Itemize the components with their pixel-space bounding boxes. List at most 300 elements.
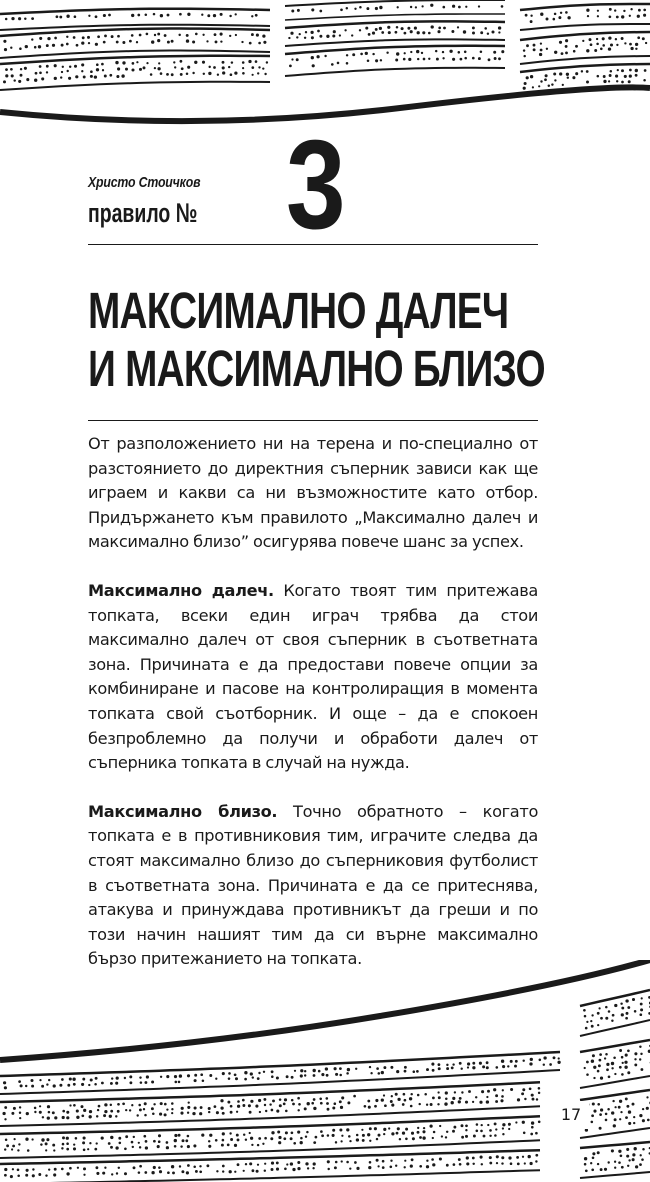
crowd-dot: [250, 1137, 253, 1140]
crowd-dot: [375, 28, 378, 31]
crowd-dot: [230, 73, 233, 76]
crowd-dot: [535, 1154, 538, 1157]
crowd-dot: [304, 1107, 307, 1110]
crowd-dot: [502, 1127, 504, 1129]
crowd-dot: [258, 66, 260, 68]
crowd-dot: [283, 1103, 286, 1106]
crowd-dot: [616, 44, 618, 46]
crowd-dot: [517, 1098, 520, 1101]
crowd-dot: [95, 43, 98, 46]
crowd-dot: [164, 34, 167, 37]
crowd-dot: [285, 1110, 288, 1113]
crowd-dot: [39, 1105, 41, 1107]
crowd-dot: [61, 1168, 64, 1171]
crowd-dot: [594, 49, 597, 52]
crowd-dot: [73, 1143, 75, 1145]
crowd-dot: [229, 35, 231, 37]
crowd-dot: [635, 69, 638, 72]
crowd-dot: [182, 1139, 185, 1142]
crowd-dot: [597, 1103, 600, 1106]
crowd-dot: [390, 1160, 392, 1162]
crowd-dot: [346, 1161, 349, 1164]
crowd-dot: [523, 55, 525, 57]
crowd-dot: [167, 14, 170, 17]
crowd-dot: [432, 1137, 434, 1139]
band-edge: [0, 56, 270, 64]
crowd-dot: [69, 66, 71, 68]
crowd-dot: [612, 1100, 614, 1102]
crowd-dot: [187, 1164, 190, 1167]
crowd-dot: [522, 1088, 525, 1091]
crowd-dot: [326, 1097, 329, 1100]
crowd-dot: [600, 1108, 603, 1111]
crowd-dot: [251, 1144, 253, 1146]
crowd-dot: [615, 38, 617, 40]
crowd-dot: [374, 1127, 377, 1130]
crowd-dot: [327, 1160, 330, 1163]
crowd-dot: [538, 85, 540, 87]
crowd-dot: [635, 48, 637, 50]
crowd-dot: [252, 1169, 255, 1172]
crowd-dot: [4, 1174, 7, 1177]
crowd-dot: [4, 1086, 7, 1089]
crowd-dot: [271, 1109, 274, 1112]
crowd-dot: [625, 1116, 628, 1119]
crowd-dot: [11, 1112, 14, 1115]
page-number: 17: [553, 1101, 589, 1129]
crowd-dot: [383, 1128, 386, 1131]
crowd-dot: [146, 62, 148, 64]
crowd-dot: [592, 1157, 595, 1160]
crowd-dot: [437, 1091, 439, 1093]
crowd-dot: [607, 1161, 609, 1163]
crowd-dot: [606, 1068, 609, 1071]
crowd-dot: [313, 1098, 316, 1101]
crowd-dot: [257, 72, 259, 74]
crowd-dot: [426, 1068, 429, 1071]
crowd-dot: [319, 10, 322, 13]
crowd-dot: [25, 1174, 28, 1177]
crowd-dot: [558, 1057, 560, 1059]
crowd-dot: [172, 1171, 175, 1174]
crowd-dot: [402, 1131, 405, 1134]
crowd-dot: [153, 1140, 156, 1143]
crowd-dot: [326, 1074, 329, 1077]
crowd-dot: [25, 45, 28, 48]
crowd-dot: [158, 1166, 161, 1169]
crowd-dot: [131, 68, 134, 71]
crowd-dot: [642, 1148, 645, 1151]
crowd-dot: [313, 1069, 316, 1072]
crowd-dot: [139, 1165, 142, 1168]
crowd-dot: [271, 1075, 274, 1078]
crowd-dot: [614, 1106, 616, 1108]
crowd-dot: [117, 1103, 120, 1106]
crowd-dot: [540, 80, 542, 82]
crowd-dot: [480, 50, 483, 53]
crowd-dot: [235, 13, 237, 15]
crowd-dot: [639, 1058, 641, 1060]
crowd-dot: [32, 1174, 35, 1177]
crowd-dot: [46, 1083, 48, 1085]
crowd-dot: [251, 15, 253, 17]
crowd-dot: [615, 75, 618, 78]
crowd-dot: [187, 1074, 190, 1077]
crowd-dot: [61, 44, 64, 47]
crowd-dot: [221, 1144, 224, 1147]
crowd-dot: [179, 13, 182, 16]
crowd-dot: [66, 1116, 69, 1119]
crowd-dot: [264, 1169, 266, 1171]
crowd-dot: [560, 12, 562, 14]
crowd-dot: [222, 1165, 225, 1168]
crowd-dot: [140, 1081, 143, 1084]
crowd-dot: [19, 1106, 21, 1108]
crowd-dot: [590, 43, 593, 46]
crowd-dot: [69, 1104, 71, 1106]
band-edge: [0, 9, 270, 14]
crowd-dot: [234, 1171, 236, 1173]
chapter-header: [88, 114, 538, 255]
crowd-dot: [608, 47, 611, 50]
crowd-dot: [290, 1162, 293, 1165]
crowd-dot: [414, 27, 417, 30]
crowd-dot: [633, 1122, 635, 1124]
crowd-dot: [489, 1129, 492, 1132]
crowd-dot: [327, 1108, 330, 1111]
crowd-dot: [365, 27, 368, 30]
crowd-dot: [454, 1091, 456, 1093]
crowd-dot: [605, 1006, 608, 1009]
crowd-dot: [110, 1110, 113, 1113]
crowd-dot: [417, 1131, 420, 1134]
crowd-dot: [575, 72, 578, 75]
crowd-dot: [562, 84, 564, 86]
crowd-dot: [311, 56, 314, 59]
crowd-dot: [129, 1081, 132, 1084]
crowd-dot: [129, 1109, 131, 1111]
crowd-dot: [341, 1160, 343, 1162]
crowd-dot: [500, 1099, 503, 1102]
crowd-dot: [227, 1101, 230, 1104]
crowd-dot: [340, 1106, 343, 1109]
crowd-dot: [297, 1167, 300, 1170]
crowd-dot: [407, 27, 410, 30]
crowd-dot: [231, 61, 233, 63]
crowd-dot: [487, 1124, 489, 1126]
crowd-dot: [153, 1166, 156, 1169]
crowd-dot: [160, 14, 163, 17]
crowd-dot: [621, 69, 624, 72]
crowd-dot: [46, 71, 48, 73]
crowd-dot: [171, 1102, 174, 1105]
crowd-dot: [395, 59, 398, 62]
crowd-dot: [122, 41, 125, 44]
crowd-dot: [245, 1138, 247, 1140]
crowd-dot: [264, 1104, 266, 1106]
crowd-dot: [153, 1103, 155, 1105]
crowd-dot: [600, 1168, 603, 1171]
crowd-dot: [439, 1125, 441, 1127]
band-edge: [285, 0, 505, 6]
band-edge: [0, 29, 270, 37]
crowd-dot: [526, 44, 529, 47]
crowd-dot: [222, 1072, 225, 1075]
crowd-dot: [368, 33, 371, 36]
crowd-dot: [624, 1066, 627, 1069]
crowd-dot: [522, 1059, 524, 1061]
crowd-dot: [604, 1057, 606, 1059]
crowd-dot: [208, 72, 211, 75]
crowd-dot: [158, 1134, 161, 1137]
crowd-dot: [551, 83, 553, 85]
crowd-dot: [419, 1165, 422, 1168]
crowd-dot: [339, 1067, 342, 1070]
crowd-dot: [109, 1115, 112, 1118]
crowd-dot: [523, 49, 525, 51]
crowd-dot: [510, 1162, 513, 1165]
crowd-dot: [452, 5, 455, 8]
crowd-dot: [426, 1165, 429, 1168]
crowd-dot: [67, 1084, 70, 1087]
crowd-dot: [613, 1057, 616, 1060]
crowd-dot: [228, 66, 230, 68]
crowd-dot: [98, 1105, 101, 1108]
crowd-dot: [24, 18, 26, 20]
crowd-dot: [404, 1166, 406, 1168]
crowd-dot: [110, 1104, 112, 1106]
crowd-dot: [368, 1166, 371, 1169]
crowd-dot: [96, 1115, 98, 1117]
crowd-dot: [334, 1067, 337, 1070]
crowd-dot: [609, 74, 612, 77]
crowd-dot: [575, 45, 578, 48]
crowd-dot: [600, 1077, 603, 1080]
crowd-dot: [451, 1101, 454, 1104]
crowd-dot: [115, 61, 118, 64]
crowd-dot: [271, 1070, 274, 1073]
crowd-dot: [138, 1171, 141, 1174]
crowd-dot: [361, 1129, 363, 1131]
crowd-dot: [640, 1003, 643, 1006]
crowd-dot: [25, 1138, 28, 1141]
crowd-dot: [192, 72, 194, 74]
crowd-dot: [410, 1165, 413, 1168]
crowd-dot: [255, 14, 258, 17]
crowd-dot: [478, 57, 481, 60]
crowd-dot: [647, 1119, 650, 1122]
crowd-dot: [430, 4, 433, 7]
crowd-dot: [117, 67, 120, 70]
crowd-dot: [157, 33, 160, 36]
crowd-dot: [645, 42, 647, 44]
crowd-dot: [255, 1105, 258, 1108]
crowd-dot: [18, 80, 21, 83]
crowd-dot: [5, 18, 8, 21]
crowd-dot: [159, 1170, 162, 1173]
crowd-dot: [206, 1164, 209, 1167]
crowd-dot: [192, 1112, 195, 1115]
crowd-dot: [102, 1172, 105, 1175]
crowd-dot: [243, 1170, 245, 1172]
crowd-dot: [605, 1119, 608, 1122]
crowd-dot: [442, 51, 444, 53]
crowd-dot: [619, 1066, 622, 1069]
band-edge: [520, 24, 650, 30]
crowd-dot: [94, 1083, 97, 1086]
crowd-dot: [429, 1124, 432, 1127]
crowd-dot: [538, 1087, 541, 1090]
crowd-dot: [201, 14, 203, 16]
crowd-dot: [603, 75, 606, 78]
crowd-dot: [230, 1138, 233, 1141]
crowd-dot: [545, 74, 548, 77]
crowd-dot: [498, 26, 501, 29]
crowd-dot: [535, 1160, 537, 1162]
crowd-dot: [335, 1073, 338, 1076]
crowd-dot: [404, 1070, 407, 1073]
crowd-dot: [597, 75, 600, 78]
crowd-dot: [341, 1135, 343, 1137]
crowd-dot: [640, 1053, 642, 1055]
crowd-dot: [638, 9, 641, 12]
crowd-dot: [187, 1145, 190, 1148]
crowd-dot: [481, 1090, 484, 1093]
crowd-dot: [523, 87, 526, 90]
crowd-dot: [517, 1163, 520, 1166]
crowd-dot: [473, 1135, 476, 1138]
crowd-dot: [553, 1056, 556, 1059]
crowd-dot: [174, 1134, 177, 1137]
crowd-dot: [559, 72, 562, 75]
crowd-dot: [187, 13, 190, 16]
crowd-dot: [510, 1060, 513, 1063]
crowd-dot: [493, 1088, 496, 1091]
crowd-dot: [304, 1074, 306, 1076]
crowd-dot: [67, 70, 69, 72]
crowd-dot: [95, 15, 98, 18]
crowd-dot: [66, 43, 69, 46]
crowd-dot: [3, 80, 6, 83]
crowd-dot: [175, 1081, 178, 1084]
crowd-dot: [20, 1084, 23, 1087]
crowd-dot: [250, 1100, 253, 1103]
crowd-dot: [437, 30, 440, 33]
crowd-dot: [26, 1112, 29, 1115]
crowd-dot: [483, 1135, 486, 1138]
crowd-dot: [256, 1170, 259, 1173]
crowd-dot: [404, 52, 406, 54]
chapter-title-line-1: МАКСИМАЛНО ДАЛЕЧ: [88, 282, 509, 339]
crowd-dot: [187, 1106, 190, 1109]
crowd-dot: [423, 1127, 425, 1129]
crowd-dot: [495, 1100, 498, 1103]
crowd-dot: [136, 1114, 138, 1116]
crowd-dot: [591, 1114, 594, 1117]
crowd-dot: [565, 39, 568, 42]
crowd-dot: [20, 68, 22, 70]
crowd-dot: [11, 1148, 13, 1150]
crowd-dot: [599, 1113, 602, 1116]
crowd-dot: [632, 1103, 635, 1106]
crowd-dot: [145, 1146, 148, 1149]
crowd-dot: [311, 36, 314, 39]
crowd-dot: [75, 1137, 78, 1140]
crowd-dot: [391, 1095, 393, 1097]
crowd-dot: [630, 8, 632, 10]
crowd-dot: [41, 1138, 44, 1141]
crowd-dot: [609, 8, 612, 11]
crowd-dot: [151, 1171, 154, 1174]
crowd-dot: [76, 1116, 79, 1119]
crowd-dot: [66, 1172, 69, 1175]
band-edge: [285, 68, 505, 76]
crowd-dot: [194, 1074, 197, 1077]
crowd-dot: [486, 1100, 489, 1103]
crowd-dot: [495, 1094, 498, 1097]
crowd-dot: [438, 1067, 441, 1070]
crowd-dot: [508, 1128, 510, 1130]
crowd-dot: [553, 73, 556, 76]
crowd-dot: [410, 6, 412, 8]
crowd-dot: [587, 15, 589, 17]
crowd-dot: [446, 1164, 449, 1167]
crowd-dot: [460, 58, 463, 61]
crowd-dot: [222, 1139, 225, 1142]
crowd-dot: [73, 1104, 76, 1107]
crowd-dot: [376, 1067, 379, 1070]
crowd-dot: [335, 1161, 338, 1164]
crowd-dot: [174, 66, 176, 68]
crowd-dot: [122, 61, 125, 64]
crowd-dot: [369, 1066, 371, 1068]
crowd-dot: [482, 1065, 485, 1068]
crowd-dot: [639, 1114, 642, 1117]
crowd-dot: [495, 1066, 498, 1069]
crowd-dot: [410, 1105, 413, 1108]
crowd-dot: [628, 80, 631, 83]
crowd-dot: [404, 32, 407, 35]
crowd-dot: [54, 64, 57, 67]
crowd-dot: [291, 1099, 294, 1102]
crowd-dot: [417, 31, 420, 34]
crowd-dot: [321, 1134, 324, 1137]
crowd-dot: [166, 1141, 169, 1144]
crowd-dot: [529, 1162, 532, 1165]
crowd-dot: [404, 1160, 406, 1162]
crowd-dot: [464, 51, 467, 54]
crowd-dot: [507, 1065, 509, 1067]
body-text: [88, 432, 538, 996]
crowd-dot: [549, 1063, 552, 1066]
crowd-dot: [613, 1124, 616, 1127]
crowd-dot: [167, 1171, 170, 1174]
crowd-dot: [160, 72, 163, 75]
crowd-dot: [160, 1076, 162, 1078]
crowd-dot: [622, 1062, 624, 1064]
crowd-dot: [256, 34, 259, 37]
crowd-dot: [376, 1138, 378, 1140]
crowd-dot: [339, 1128, 342, 1131]
crowd-dot: [304, 1070, 306, 1072]
crowd-dot: [266, 61, 268, 63]
crowd-dot: [61, 1078, 64, 1081]
crowd-dot: [396, 1070, 399, 1073]
crowd-dot: [419, 1103, 421, 1105]
crowd-dot: [390, 1066, 393, 1069]
crowd-dot: [566, 73, 569, 76]
crowd-dot: [104, 75, 107, 78]
